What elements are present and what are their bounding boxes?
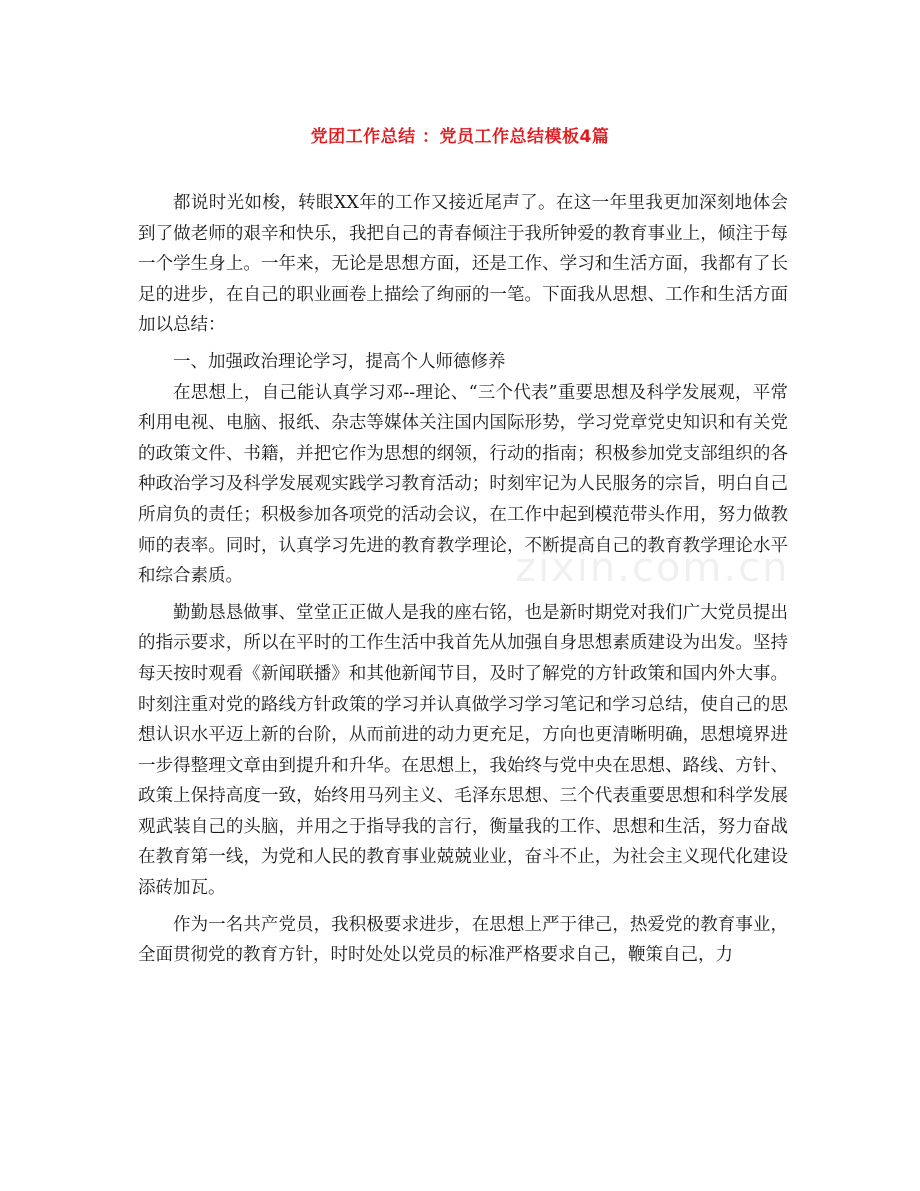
paragraph-thought-study: 在思想上，自己能认真学习邓--理论、“三个代表”重要思想及科学发展观，平常利用电视、电脑、报纸、杂志等媒体关注国内国际形势，学习党章党史知识和有关党的政策文件、书籍，并把它作为思想的纲领，行动的指南；积极参加党支部组织的各种政治学习及科学发展观实践学习教育活动；时刻牢记为人民服务的宗旨，明白自己所肩负的责任；积极参加各项党的活动会议，在工作中起到模范带头作用，努力做教师的表率。同时，认真学习先进的教育教学理论，不断提高自己的教育教学理论水平和综合素质。: [138, 382, 788, 587]
paragraph-party-member: 作为一名共产党员，我积极要求进步，在思想上严于律己，热爱党的教育事业，全面贯彻党的教育方针，时时处处以党员的标准严格要求自己，鞭策自己，力: [138, 914, 788, 966]
watermark: zixin.com.cn: [515, 545, 790, 591]
document-body: [138, 188, 788, 977]
paragraph-motto: 勤勤恳恳做事、堂堂正正做人是我的座右铭，也是新时期党对我们广大党员提出的指示要求，所以在平时的工作生活中我首先从加强自身思想素质建设为出发。坚持每天按时观看《新闻联播》和其他新闻节目，及时了解党的方针政策和国内外大事。时刻注重对党的路线方针政策的学习并认真做学习学习笔记和学习总结，使自己的思想认识水平迈上新的台阶，从而前进的动力更充足，方向也更清晰明确，思想境界进一步得整理文章由到提升和升华。在思想上，我始终与党中央在思想、路线、方针、政策上保持高度一致，始终用马列主义、毛泽东思想、三个代表重要思想和科学发展观武装自己的头脑，并用之于指导我的言行，衡量我的工作、思想和生活，努力奋战在教育第一线，为党和人民的教育事业兢兢业业，奋斗不止，为社会主义现代化建设添砖加瓦。: [138, 602, 788, 899]
paragraph-intro: 都说时光如梭，转眼XX年的工作又接近尾声了。在这一年里我更加深刻地体会到了做老师的艰辛和快乐，我把自己的青春倾注于我所钟爱的教育事业上，倾注于每一个学生身上。一年来，无论是思想方面，还是工作、学习和生活方面，我都有了长足的进步，在自己的职业画卷上描绘了绚丽的一笔。下面我从思想、工作和生活方面加以总结：: [138, 193, 788, 336]
document-title: 党团工作总结 ：党员工作总结模板4篇: [310, 127, 610, 147]
section-heading-1: 一、加强政治理论学习，提高个人师德修养: [173, 351, 506, 372]
